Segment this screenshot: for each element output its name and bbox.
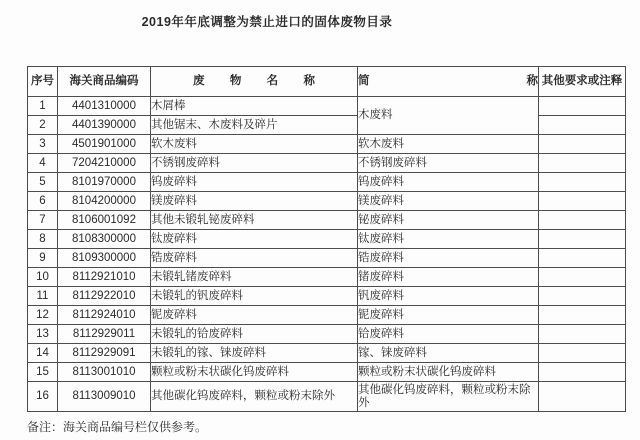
short-name-cell: 其他碳化钨废碎料，颗粒或粉末除外 (358, 382, 539, 412)
table-row (28, 230, 626, 249)
index-cell: 12 (28, 306, 58, 325)
waste-name-cell: 不锈钢废碎料 (151, 154, 358, 173)
table-row (28, 287, 626, 306)
index-cell: 16 (28, 382, 58, 412)
waste-name-cell: 木屑棒 (151, 97, 358, 116)
short-name-cell: 软木废料 (358, 135, 539, 154)
table-row (28, 249, 626, 268)
table-row (28, 97, 626, 116)
hs-code-cell: 7204210000 (58, 154, 151, 173)
short-name-cell: 钛废碎料 (358, 230, 539, 249)
index-cell: 14 (28, 344, 58, 363)
col-header-short-name: 简称 (358, 67, 539, 97)
table-row (28, 382, 626, 412)
short-name-cell: 铪废碎料 (358, 325, 539, 344)
col-header-index: 序号 (28, 67, 58, 97)
index-cell: 4 (28, 154, 58, 173)
waste-name-cell: 颗粒或粉末状碳化钨废碎料 (151, 363, 358, 382)
waste-name-cell: 铌废碎料 (151, 306, 358, 325)
notes-cell (539, 249, 626, 268)
table-row (28, 306, 626, 325)
hs-code-cell: 8112929091 (58, 344, 151, 363)
header-row (28, 67, 626, 97)
notes-cell (539, 268, 626, 287)
hs-code-cell: 8112924010 (58, 306, 151, 325)
title-wrap (27, 14, 507, 30)
notes-cell (539, 97, 626, 116)
waste-name-cell: 其他碳化钨废碎料，颗粒或粉末除外 (151, 382, 358, 412)
table-row (28, 192, 626, 211)
waste-name-cell: 其他锯末、木废料及碎片 (151, 116, 358, 135)
table-row (28, 135, 626, 154)
hs-code-cell: 8108300000 (58, 230, 151, 249)
index-cell: 8 (28, 230, 58, 249)
index-cell: 13 (28, 325, 58, 344)
footnote: 备注：海关商品编号栏仅供参考。 (27, 420, 208, 434)
short-name-cell: 锆废碎料 (358, 249, 539, 268)
index-cell: 11 (28, 287, 58, 306)
index-cell: 5 (28, 173, 58, 192)
table-row (28, 268, 626, 287)
waste-name-cell: 钛废碎料 (151, 230, 358, 249)
notes-cell (539, 116, 626, 135)
index-cell: 7 (28, 211, 58, 230)
table-row (28, 344, 626, 363)
waste-name-cell: 未锻轧的钒废碎料 (151, 287, 358, 306)
waste-name-cell: 锆废碎料 (151, 249, 358, 268)
table-row (28, 325, 626, 344)
waste-name-cell: 镁废碎料 (151, 192, 358, 211)
short-name-cell: 铌废碎料 (358, 306, 539, 325)
notes-cell (539, 344, 626, 363)
short-name-cell: 铋废碎料 (358, 211, 539, 230)
waste-name-cell: 未锻轧的铪废碎料 (151, 325, 358, 344)
notes-cell (539, 382, 626, 412)
notes-cell (539, 325, 626, 344)
short-name-cell: 锗废碎料 (358, 268, 539, 287)
waste-name-cell: 其他未锻轧铋废碎料 (151, 211, 358, 230)
notes-cell (539, 135, 626, 154)
index-cell: 15 (28, 363, 58, 382)
short-name-cell: 钒废碎料 (358, 287, 539, 306)
hs-code-cell: 8113001010 (58, 363, 151, 382)
waste-name-cell: 软木废料 (151, 135, 358, 154)
hs-code-cell: 4501901000 (58, 135, 151, 154)
index-cell: 1 (28, 97, 58, 116)
short-name-cell-merged: 木废料 (358, 97, 539, 135)
short-name-cell: 镁废碎料 (358, 192, 539, 211)
col-header-hs-code: 海关商品编码 (58, 67, 151, 97)
hs-code-cell: 8113009010 (58, 382, 151, 412)
hs-code-cell: 4401310000 (58, 97, 151, 116)
hs-code-cell: 8112922010 (58, 287, 151, 306)
short-name-cell: 不锈钢废碎料 (358, 154, 539, 173)
col-header-waste-name: 废物名称 (151, 67, 358, 97)
table-row (28, 173, 626, 192)
hs-code-cell: 8106001092 (58, 211, 151, 230)
index-cell: 9 (28, 249, 58, 268)
waste-name-cell: 钨废碎料 (151, 173, 358, 192)
notes-cell (539, 363, 626, 382)
table-row (28, 211, 626, 230)
hs-code-cell: 8109300000 (58, 249, 151, 268)
hs-code-cell: 8104200000 (58, 192, 151, 211)
index-cell: 2 (28, 116, 58, 135)
notes-cell (539, 173, 626, 192)
short-name-cell: 颗粒或粉末状碳化钨废碎料 (358, 363, 539, 382)
hs-code-cell: 8112929011 (58, 325, 151, 344)
notes-cell (539, 211, 626, 230)
waste-catalog-table (27, 66, 626, 412)
hs-code-cell: 8112921010 (58, 268, 151, 287)
hs-code-cell: 4401390000 (58, 116, 151, 135)
hs-code-cell: 8101970000 (58, 173, 151, 192)
table-row (28, 363, 626, 382)
notes-cell (539, 287, 626, 306)
notes-cell (539, 154, 626, 173)
page-title: 2019年年底调整为禁止进口的固体废物目录 (141, 15, 393, 29)
short-name-cell: 钨废碎料 (358, 173, 539, 192)
col-header-notes: 其他要求或注释 (539, 67, 626, 97)
notes-cell (539, 230, 626, 249)
waste-name-cell: 未锻轧锗废碎料 (151, 268, 358, 287)
notes-cell (539, 306, 626, 325)
notes-cell (539, 192, 626, 211)
short-name-cell: 镓、铼废碎料 (358, 344, 539, 363)
waste-name-cell: 未锻轧的镓、铼废碎料 (151, 344, 358, 363)
index-cell: 6 (28, 192, 58, 211)
table-row (28, 154, 626, 173)
index-cell: 3 (28, 135, 58, 154)
index-cell: 10 (28, 268, 58, 287)
